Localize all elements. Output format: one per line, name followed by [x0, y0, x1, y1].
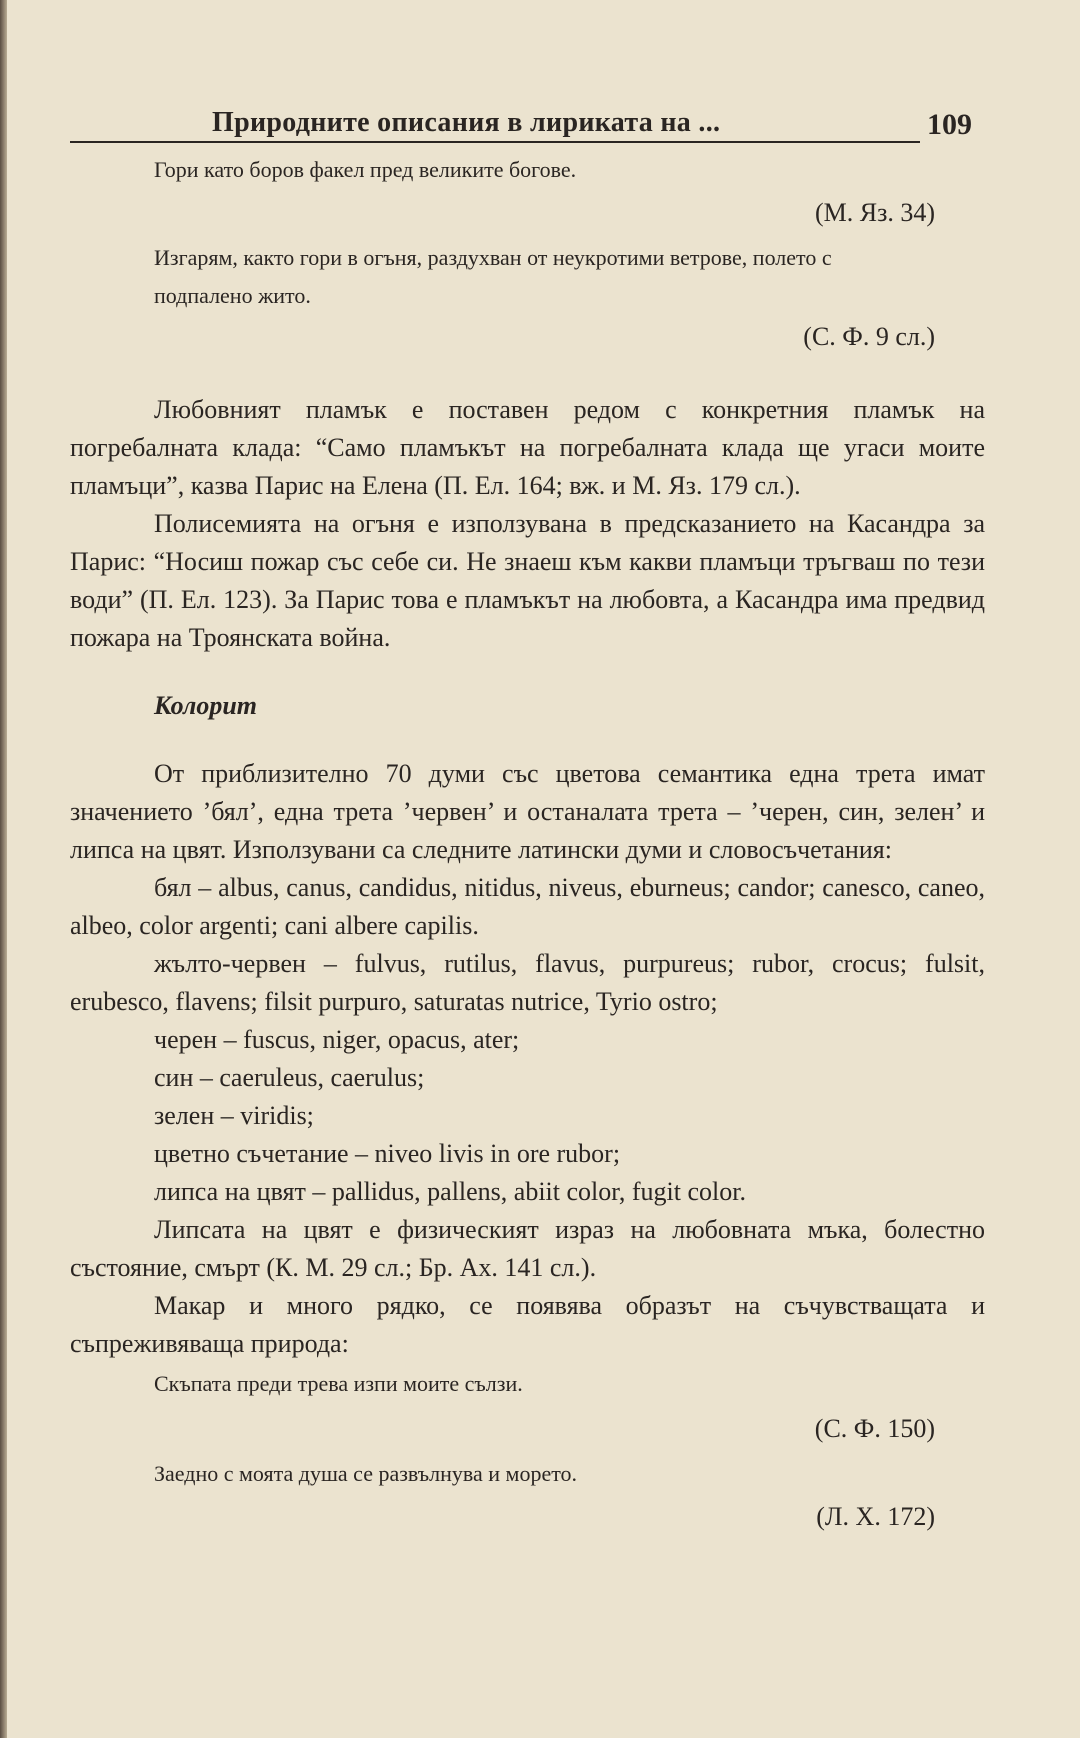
quote-4: Заедно с моята душа се развълнува и морето.: [154, 1461, 578, 1486]
color-list-absence: липса на цвят – pallidus, pallens, abiit color, fugit color.: [154, 1177, 746, 1206]
paragraph-1: Любовният пламък е поставен редом с конкретния пламък на погребалната клада: “Само пламъкът на погребалната клада ще угаси моите пламъци”, казва Парис на Елена (П. Ел. 164; вж. и М. Яз. 179 сл.).: [70, 395, 985, 500]
color-list-white: бял – albus, canus, candidus, nitidus, niveus, eburneus; candor; canesco, caneo, albeo, color argenti; cani albere capilis.: [70, 873, 985, 940]
book-page: [70, 95, 985, 1537]
quote-1-ref: (М. Яз. 34): [814, 198, 935, 227]
running-header: [70, 95, 985, 145]
quote-4-ref: (Л. Х. 172): [816, 1502, 935, 1531]
paragraph-2: Полисемията на огъня е използувана в предсказанието на Касандра за Парис: “Носиш пожар със себе си. Не знаеш към какви пламъци тръгваш по тези води” (П. Ел. 123). За Парис това е пламъкът на любовта, а Касандра има предвид пожара на Троянската война.: [70, 509, 985, 652]
paragraph-5: Макар и много рядко, се появява образът на съчувстващата и съпреживяваща природа:: [70, 1291, 985, 1358]
quote-1: Гори като боров факел пред великите богове.: [154, 157, 577, 182]
color-list-combination: цветно съчетание – niveo livis in ore rubor;: [154, 1139, 621, 1168]
paragraph-3: От приблизително 70 думи със цветова семантика една трета имат значението ’бял’, една трета ’червен’ и останалата трета – ’черен, син, зелен’ и липса на цвят. Използувани са следните латински думи и словосъчетания:: [70, 759, 985, 864]
color-list-green: зелен – viridis;: [154, 1101, 314, 1130]
quote-2: Изгарям, както гори в огъня, раздухван от неукротими ветрове, полето с подпалено жито.: [154, 245, 832, 308]
page-edge-shadow: [0, 0, 7, 1738]
quote-3-ref: (С. Ф. 150): [814, 1414, 935, 1443]
paragraph-4: Липсата на цвят е физическият израз на любовната мъка, болестно състояние, смърт (К. М. 29 сл.; Бр. Ах. 141 сл.).: [70, 1215, 985, 1282]
header-rule: [70, 141, 920, 143]
section-heading: Колорит: [154, 691, 258, 720]
color-list-yellow-red: жълто-червен – fulvus, rutilus, flavus, purpureus; rubor, crocus; fulsit, erubesco, flavens; filsit purpuro, saturatas nutrice, Tyrio ostro;: [70, 949, 985, 1016]
quote-2-ref: (С. Ф. 9 сл.): [803, 322, 935, 351]
page-number: 109: [927, 108, 972, 141]
quote-3: Скъпата преди трева изпи моите сълзи.: [154, 1371, 523, 1396]
color-list-black: черен – fuscus, niger, opacus, ater;: [154, 1025, 520, 1054]
color-list-blue: син – caeruleus, caerulus;: [154, 1063, 425, 1092]
running-title: Природните описания в лириката на ...: [212, 107, 721, 138]
